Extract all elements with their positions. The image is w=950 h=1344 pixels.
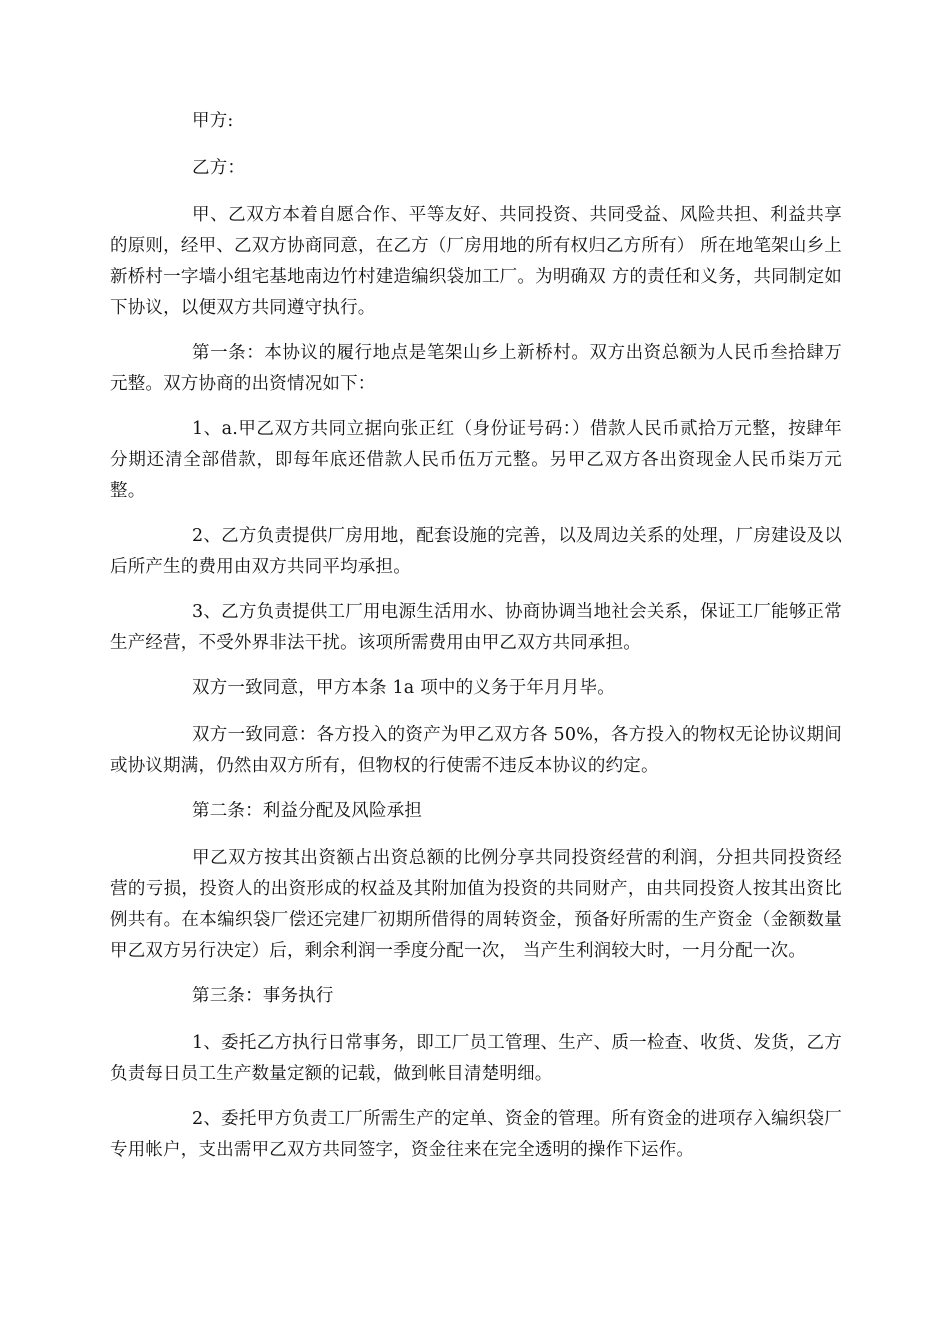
agreement-clause-2: 双方一致同意：各方投入的资产为甲乙双方各 50%，各方投入的物权无论协议期间或协议期满，仍然由双方所有，但物权的行使需不违反本协议的约定。 — [110, 725, 842, 776]
article-2-body: 甲乙双方按其出资额占出资总额的比例分享共同投资经营的利润，分担共同投资经营的亏损，投资人的出资形成的权益及其附加值为投资的共同财产，由共同投资人按其出资比例共有。在本编织袋厂偿还完建厂初期所借得的周转资金，预备好所需的生产资金（金额数量甲乙双方另行决定）后，剩余利润一季度分配一次， 当产生利润较大时，一月分配一次。 — [110, 848, 842, 961]
article-1-item-3: 3、乙方负责提供工厂用电源生活用水、协商协调当地社会关系，保证工厂能够正常生产经营，不受外界非法干扰。该项所需费用由甲乙双方共同承担。 — [110, 602, 842, 653]
agreement-clause-1: 双方一致同意，甲方本条 1a 项中的义务于年月月毕。 — [192, 678, 615, 698]
article-3-item-2: 2、委托甲方负责工厂所需生产的定单、资金的管理。所有资金的进项存入编织袋厂专用帐户，支出需甲乙双方共同签字，资金往来在完全透明的操作下运作。 — [110, 1109, 842, 1160]
article-1-item-2: 2、乙方负责提供厂房用地，配套设施的完善，以及周边关系的处理，厂房建设及以后所产生的费用由双方共同平均承担。 — [110, 526, 842, 577]
document-body — [110, 106, 842, 1180]
preamble-paragraph: 甲、乙双方本着自愿合作、平等友好、共同投资、共同受益、风险共担、利益共享的原则，经甲、乙双方协商同意，在乙方（厂房用地的所有权归乙方所有） 所在地笔架山乡上新桥村一字墙小组宅基地南边竹村建造编织袋加工厂。为明确双 方的责任和义务，共同制定如下协议，以便双方共同遵守执行。 — [110, 205, 842, 318]
article-1-item-1: 1、a.甲乙双方共同立据向张正红（身份证号码：）借款人民币贰拾万元整，按肆年分期还清全部借款，即每年底还借款人民币伍万元整。另甲乙双方各出资现金人民币柒万元整。 — [110, 419, 842, 501]
article-3-item-1: 1、委托乙方执行日常事务，即工厂员工管理、生产、质一检查、收货、发货，乙方负责每日员工生产数量定额的记载，做到帐目清楚明细。 — [110, 1033, 842, 1084]
party-a-line: 甲方: — [192, 111, 234, 131]
article-1-heading-paragraph: 第一条：本协议的履行地点是笔架山乡上新桥村。双方出资总额为人民币叁拾肆万元整。双方协商的出资情况如下： — [110, 343, 842, 394]
article-3-heading: 第三条：事务执行 — [192, 986, 334, 1006]
article-2-heading: 第二条：利益分配及风险承担 — [192, 801, 423, 821]
party-b-line: 乙方： — [192, 158, 246, 178]
